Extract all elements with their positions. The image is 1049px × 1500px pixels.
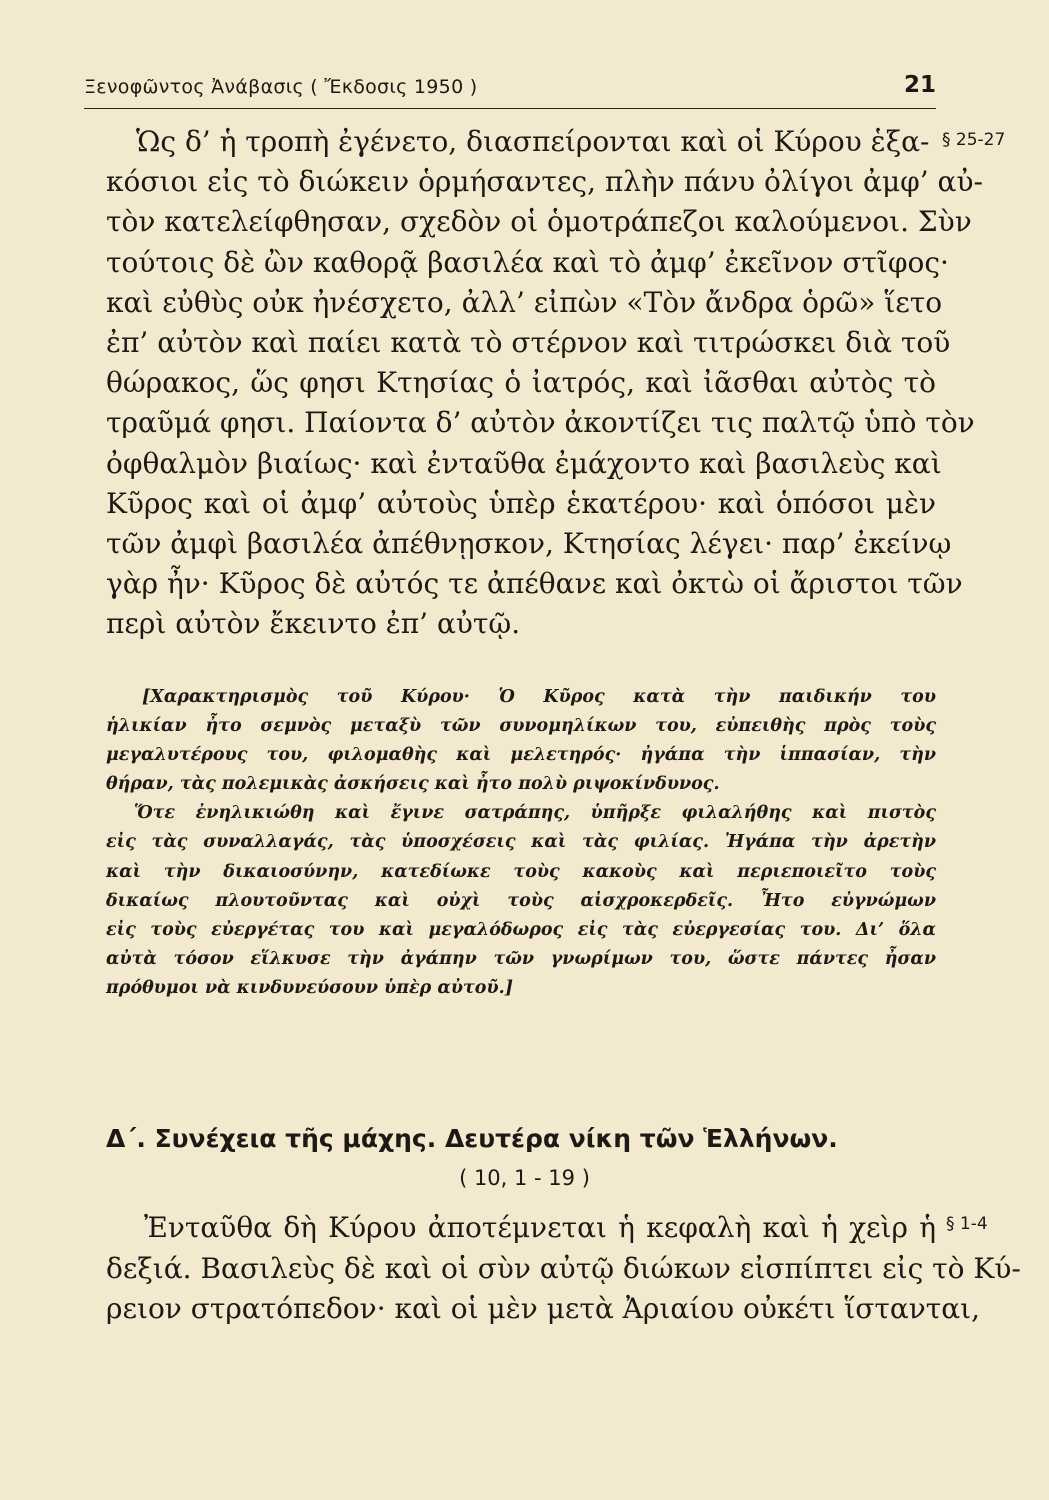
note-line: πρόθυμοι νὰ κινδυνεύσουν ὑπὲρ αὐτοῦ.] [106, 977, 513, 998]
text-line: τούτοις δὲ ὢν καθορᾷ βασιλέα καὶ τὸ ἀμφ’ ἐκεῖνον στῖφος· [106, 245, 949, 279]
note-line: καὶ τὴν δικαιοσύνην, κατεδίωκε τοὺς κακοὺς καὶ περιεποιεῖτο τοὺς [106, 861, 936, 882]
section-heading: Δ΄. Συνέχεια τῆς μάχης. Δευτέρα νίκη τῶν Ἑλλήνων. [106, 1124, 838, 1153]
note-line: εἰς τὰς συναλλαγάς, τὰς ὑποσχέσεις καὶ τὰς φιλίας. Ἠγάπα τὴν ἀρετὴν [106, 832, 936, 853]
note-line: μεγαλυτέρους του, φιλομαθὴς καὶ μελετηρός· ἠγάπα τὴν ἱππασίαν, τὴν [106, 745, 936, 766]
margin-ref-25-27: § 25-27 [942, 130, 1006, 150]
text-line: γὰρ ἦν· Κῦρος δὲ αὐτός τε ἀπέθανε καὶ ὀκτὼ οἱ ἄριστοι τῶν [106, 567, 963, 601]
margin-ref-1-4: § 1-4 [946, 1214, 988, 1234]
note-line: ἡλικίαν ἦτο σεμνὸς μεταξὺ τῶν συνομηλίκων του, εὐπειθὴς πρὸς τοὺς [106, 716, 936, 737]
header-rule [84, 108, 936, 109]
note-line: εἰς τοὺς εὐεργέτας του καὶ μεγαλόδωρος εἰς τὰς εὐεργεσίας του. Δι’ ὅλα [106, 919, 936, 940]
character-note [106, 683, 936, 1003]
text-line: Ὡς δ’ ἡ τροπὴ ἐγένετο, διασπείρονται καὶ οἱ Κύρου ἑξα- [136, 125, 930, 158]
note-line: αὐτὰ τόσον εἵλκυσε τὴν ἀγάπην τῶν γνωρίμων του, ὥστε πάντες ἦσαν [106, 948, 936, 969]
text-line: τραῦμά φησι. Παίοντα δ’ αὐτὸν ἀκοντίζει τις παλτῷ ὑπὸ τὸν [106, 406, 975, 440]
text-line: ὀφθαλμὸν βιαίως· καὶ ἐνταῦθα ἐμάχοντο καὶ βασιλεὺς καὶ [106, 446, 942, 480]
text-line: ἐπ’ αὐτὸν καὶ παίει κατὰ τὸ στέρνον καὶ τιτρώσκει διὰ τοῦ [106, 325, 951, 359]
text-line: καὶ εὐθὺς οὐκ ἠνέσχετο, ἀλλ’ εἰπὼν «Τὸν ἄνδρα ὁρῶ» ἵετο [106, 285, 943, 319]
running-head [84, 72, 936, 104]
section-reference: ( 10, 1 - 19 ) [459, 1166, 590, 1190]
note-line: θήραν, τὰς πολεμικὰς ἀσκήσεις καὶ ἦτο πολὺ ριψοκίνδυνος. [106, 774, 720, 795]
text-line: δεξιά. Βασιλεὺς δὲ καὶ οἱ σὺν αὐτῷ διώκων εἰσπίπτει εἰς τὸ Κύ- [106, 1251, 1021, 1285]
text-line: θώρακος, ὥς φησι Κτησίας ὁ ἰατρός, καὶ ἰᾶσθαι αὐτὸς τὸ [106, 366, 936, 400]
note-line: Ὅτε ἐνηλικιώθη καὶ ἔγινε σατράπης, ὑπῆρξε φιλαλήθης καὶ πιστὸς [134, 803, 936, 824]
text-line: τὸν κατελείφθησαν, σχεδὸν οἱ ὁμοτράπεζοι καλούμενοι. Σὺν [106, 205, 972, 239]
note-line: [Χαρακτηρισμὸς τοῦ Κύρου· Ὁ Κῦρος κατὰ τὴν παιδικήν του [142, 687, 936, 707]
text-line: περὶ αὐτὸν ἔκειντο ἐπ’ αὐτῷ. [106, 607, 521, 641]
page-number: 21 [903, 72, 936, 98]
text-line: τῶν ἀμφὶ βασιλέα ἀπέθνῃσκον, Κτησίας λέγει· παρ’ ἐκείνῳ [106, 526, 952, 560]
note-line: δικαίως πλουτοῦντας καὶ οὐχὶ τοὺς αἰσχροκερδεῖς. Ἦτο εὐγνώμων [106, 890, 936, 911]
text-line: Κῦρος καὶ οἱ ἀμφ’ αὐτοὺς ὑπὲρ ἑκατέρου· καὶ ὁπόσοι μὲν [106, 486, 936, 520]
text-line: Ἐνταῦθα δὴ Κύρου ἀποτέμνεται ἡ κεφαλὴ καὶ ἡ χεὶρ ἡ [144, 1211, 936, 1244]
text-line: κόσιοι εἰς τὸ διώκειν ὁρμήσαντες, πλὴν πάνυ ὀλίγοι ἀμφ’ αὐ- [106, 165, 983, 199]
running-head-title: Ξενοφῶντος Ἀνάβασις ( Ἔκδοσις 1950 ) [84, 76, 478, 98]
text-line: ρειον στρατόπεδον· καὶ οἱ μὲν μετὰ Ἀριαίου οὐκέτι ἵστανται, [106, 1292, 981, 1325]
